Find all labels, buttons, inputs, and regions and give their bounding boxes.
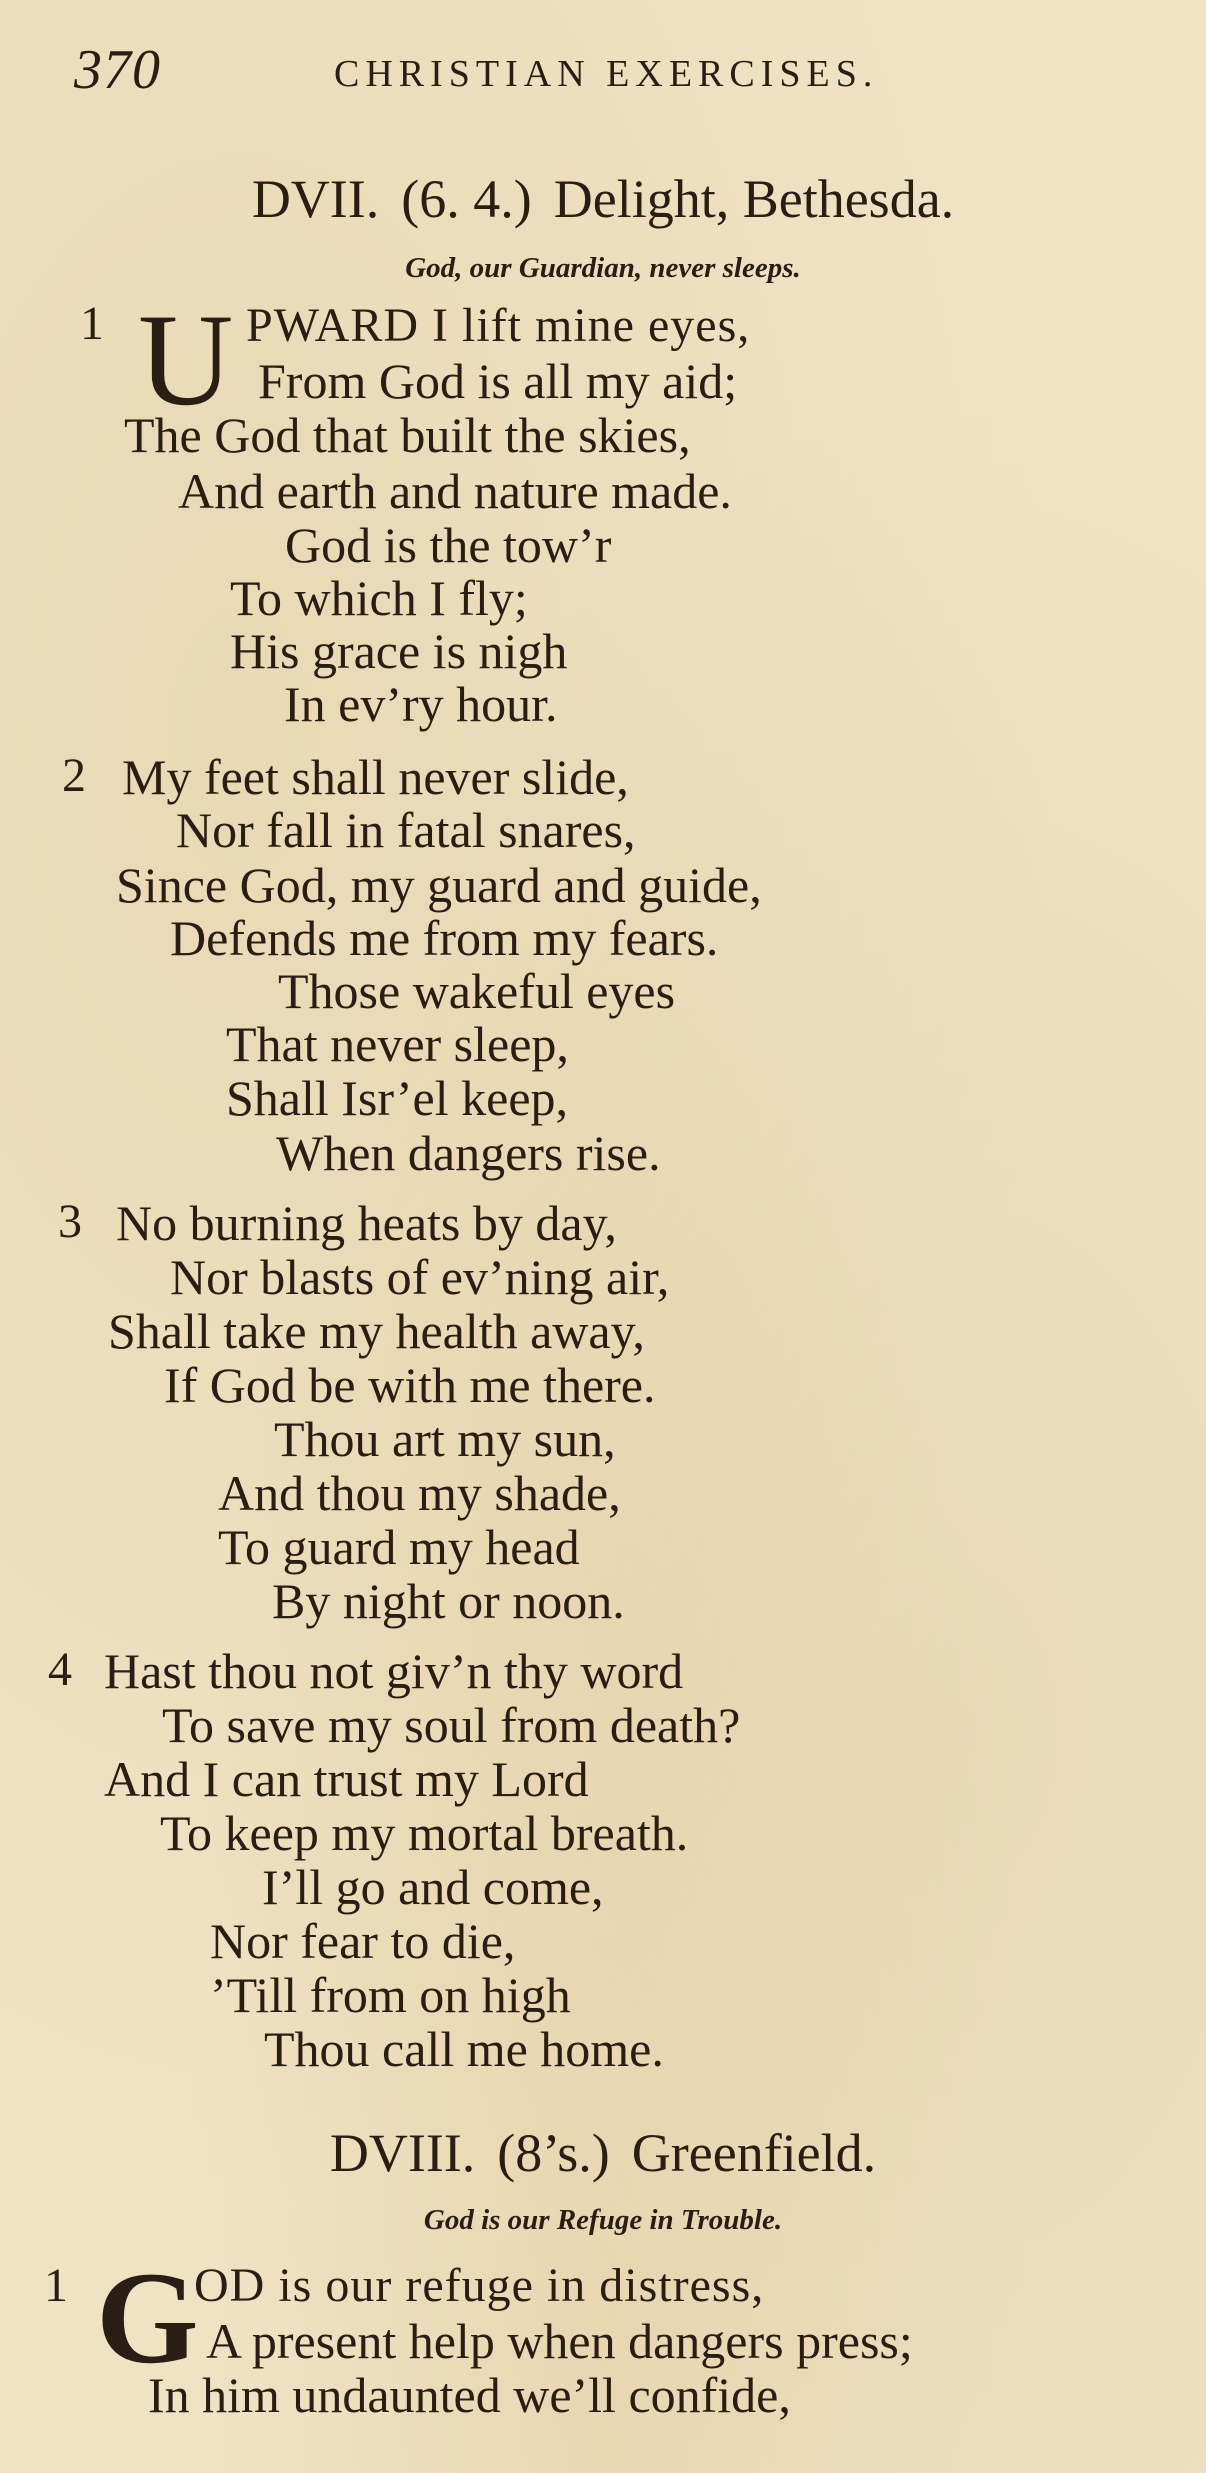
drop-cap: U [138, 286, 234, 433]
verse-line: To which I fly; [230, 570, 528, 626]
verse-line: My feet shall never slide, [122, 749, 629, 805]
verse-line: A present help when dangers press; [206, 2313, 913, 2369]
verse-line: Those wakeful eyes [278, 963, 676, 1019]
verse-line: When dangers rise. [276, 1125, 661, 1181]
verse-line: To guard my head [218, 1519, 580, 1575]
hymn-title [0, 168, 1206, 230]
verse-line: No burning heats by day, [116, 1195, 617, 1251]
verse-line: Thou call me home. [264, 2021, 664, 2077]
hymn-number: DVIII. [329, 2123, 476, 2183]
verse-number: 3 [58, 1195, 82, 1248]
verse-number: 4 [48, 1643, 72, 1696]
hymn-subtitle: God, our Guardian, never sleeps. [405, 252, 801, 284]
hymn-tunes: Delight, Bethesda. [553, 169, 955, 229]
verse-line: From God is all my aid; [258, 353, 738, 409]
drop-cap: G [96, 2244, 199, 2391]
verse-line: And earth and nature made. [178, 463, 732, 519]
verse-line: Nor fall in fatal snares, [176, 802, 636, 858]
verse-line: PWARD I lift mine eyes, [246, 299, 751, 352]
hymn-title [0, 2122, 1206, 2184]
verse-line: His grace is nigh [230, 623, 568, 679]
verse-line: Nor blasts of ev’ning air, [170, 1249, 670, 1305]
verse-line: ’Till from on high [210, 1967, 571, 2023]
hymn-meter: (8’s.) [497, 2123, 610, 2183]
verse-line: Shall take my health away, [108, 1303, 645, 1359]
verse-number: 1 [44, 2259, 68, 2312]
verse-line: And I can trust my Lord [104, 1751, 589, 1807]
hymn-number: DVII. [251, 169, 380, 229]
verse-line: Since God, my guard and guide, [116, 857, 762, 913]
verse-line: God is the tow’r [285, 517, 612, 573]
verse-line: Defends me from my fears. [170, 910, 719, 966]
verse-line: To keep my mortal breath. [160, 1805, 689, 1861]
verse-line: That never sleep, [226, 1016, 569, 1072]
verse-line: OD is our refuge in distress, [194, 2259, 765, 2312]
verse-line: In ev’ry hour. [284, 676, 558, 732]
verse-number: 1 [80, 297, 104, 350]
page-header [62, 38, 1162, 118]
hymn-meter: (6. 4.) [401, 169, 532, 229]
verse-line: Nor fear to die, [210, 1913, 516, 1969]
verse-line: Hast thou not giv’n thy word [104, 1643, 684, 1699]
verse-line: The God that built the skies, [124, 407, 691, 463]
verse-line: To save my soul from death? [162, 1697, 741, 1753]
verse-line: Shall Isr’el keep, [226, 1070, 569, 1126]
hymn-tunes: Greenfield. [631, 2123, 877, 2183]
verse-number: 2 [62, 749, 86, 802]
verse-line: If God be with me there. [164, 1357, 656, 1413]
verse-line: By night or noon. [272, 1573, 625, 1629]
page-number: 370 [74, 39, 161, 101]
running-head: CHRISTIAN EXERCISES. [334, 53, 879, 95]
verse-line: I’ll go and come, [262, 1859, 604, 1915]
verse-line: In him undaunted we’ll confide, [148, 2367, 791, 2423]
hymn-subtitle: God is our Refuge in Trouble. [423, 2204, 783, 2236]
verse-line: And thou my shade, [218, 1465, 621, 1521]
verse-line: Thou art my sun, [274, 1411, 616, 1467]
